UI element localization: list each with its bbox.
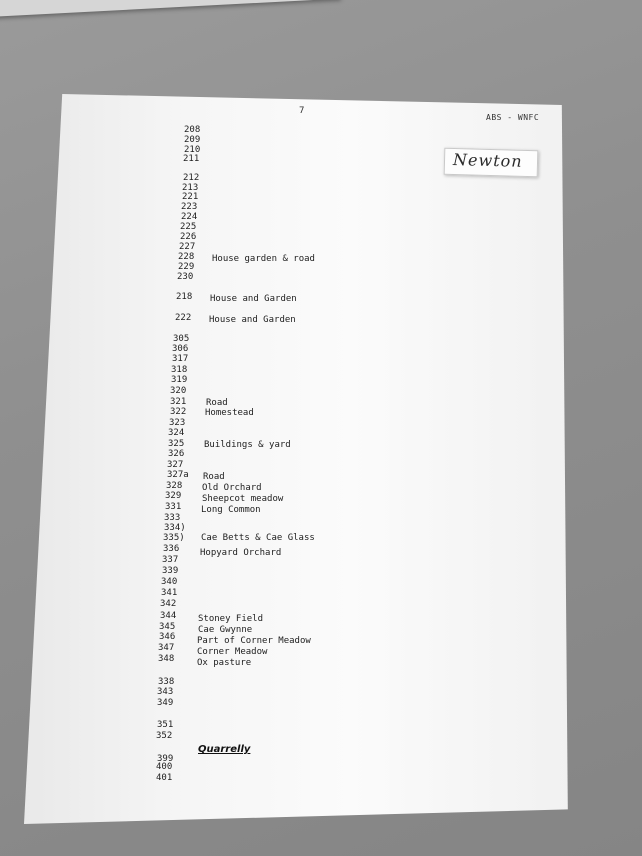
parcel-number: 318 xyxy=(171,365,188,375)
parcel-number: 208 xyxy=(184,125,201,135)
parcel-number: 320 xyxy=(170,386,187,396)
parcel-number: 327 xyxy=(167,460,184,470)
parcel-number: 335) xyxy=(163,533,185,543)
page-number: 7 xyxy=(299,106,305,116)
parcel-number: 347 xyxy=(158,643,175,653)
parcel-description: House and Garden xyxy=(209,315,296,325)
parcel-number: 228 xyxy=(178,252,195,262)
parcel-number: 331 xyxy=(165,502,182,512)
parcel-description: Road xyxy=(203,472,225,482)
parcel-number: 218 xyxy=(176,292,193,302)
parcel-number: 341 xyxy=(161,588,178,598)
parcel-description: House and Garden xyxy=(210,294,297,304)
parcel-number: 225 xyxy=(180,222,197,232)
parcel-description: Cae Gwynne xyxy=(198,625,253,635)
parcel-description: Corner Meadow xyxy=(197,647,268,657)
parcel-number: 400 xyxy=(156,762,173,772)
parcel-number: 305 xyxy=(173,334,190,344)
parcel-description: Old Orchard xyxy=(202,483,262,493)
parcel-description: Homestead xyxy=(205,408,254,418)
parcel-number: 345 xyxy=(159,622,176,632)
parcel-number: 212 xyxy=(183,173,200,183)
parcel-number: 349 xyxy=(157,698,174,708)
reference-code: ABS - WNFC xyxy=(486,113,540,122)
parcel-number: 319 xyxy=(171,375,188,385)
parcel-number: 226 xyxy=(180,232,197,242)
parcel-number: 352 xyxy=(156,731,173,741)
parcel-description: Ox pasture xyxy=(197,658,252,668)
document-page xyxy=(24,94,570,824)
parcel-number: 337 xyxy=(162,555,179,565)
parcel-number: 346 xyxy=(159,632,176,642)
parcel-number: 327a xyxy=(167,470,189,480)
parcel-description: Cae Betts & Cae Glass xyxy=(201,533,315,543)
parcel-number: 326 xyxy=(168,449,185,459)
parcel-number: 224 xyxy=(181,212,198,222)
parcel-description: Stoney Field xyxy=(198,614,264,624)
parcel-description: House garden & road xyxy=(212,254,315,264)
parcel-number: 351 xyxy=(157,720,174,730)
parcel-number: 227 xyxy=(179,242,196,252)
parcel-number: 230 xyxy=(177,272,194,282)
parcel-number: 322 xyxy=(170,407,187,417)
parcel-number: 317 xyxy=(172,354,189,364)
parcel-description: Part of Corner Meadow xyxy=(197,636,311,646)
parcel-number: 348 xyxy=(158,654,175,664)
parcel-number: 222 xyxy=(175,313,192,323)
parcel-number: 344 xyxy=(160,611,177,621)
parcel-number: 229 xyxy=(178,262,195,272)
parcel-number: 321 xyxy=(170,397,187,407)
parcel-number: 333 xyxy=(164,513,181,523)
parcel-description: Sheepcot meadow xyxy=(202,494,284,504)
parcel-number: 401 xyxy=(156,773,173,783)
parcel-number: 223 xyxy=(181,202,198,212)
parcel-number: 221 xyxy=(182,192,199,202)
parcel-number: 211 xyxy=(183,154,200,164)
parcel-number: 399 xyxy=(157,754,174,764)
parcel-number: 324 xyxy=(168,428,185,438)
parcel-number: 323 xyxy=(169,418,186,428)
parcel-number: 328 xyxy=(166,481,183,491)
parcel-number: 342 xyxy=(160,599,177,609)
parcel-number: 325 xyxy=(168,439,185,449)
parcel-description: Hopyard Orchard xyxy=(200,548,282,558)
parcel-number: 339 xyxy=(162,566,179,576)
section-heading: Quarrelly xyxy=(198,744,251,755)
parcel-number: 343 xyxy=(157,687,174,697)
name-label-text: Newton xyxy=(452,150,523,171)
parcel-description: Road xyxy=(206,398,228,408)
parcel-number: 338 xyxy=(158,677,175,687)
parcel-number: 210 xyxy=(184,145,201,155)
parcel-number: 306 xyxy=(172,344,189,354)
parcel-number: 334) xyxy=(164,523,186,533)
parcel-number: 209 xyxy=(184,135,201,145)
name-label-slip xyxy=(444,148,539,177)
parcel-number: 340 xyxy=(161,577,178,587)
parcel-description: Long Common xyxy=(201,505,261,515)
parcel-number: 213 xyxy=(182,183,199,193)
parcel-number: 336 xyxy=(163,544,180,554)
parcel-description: Buildings & yard xyxy=(204,440,291,450)
parcel-number: 329 xyxy=(165,491,182,501)
